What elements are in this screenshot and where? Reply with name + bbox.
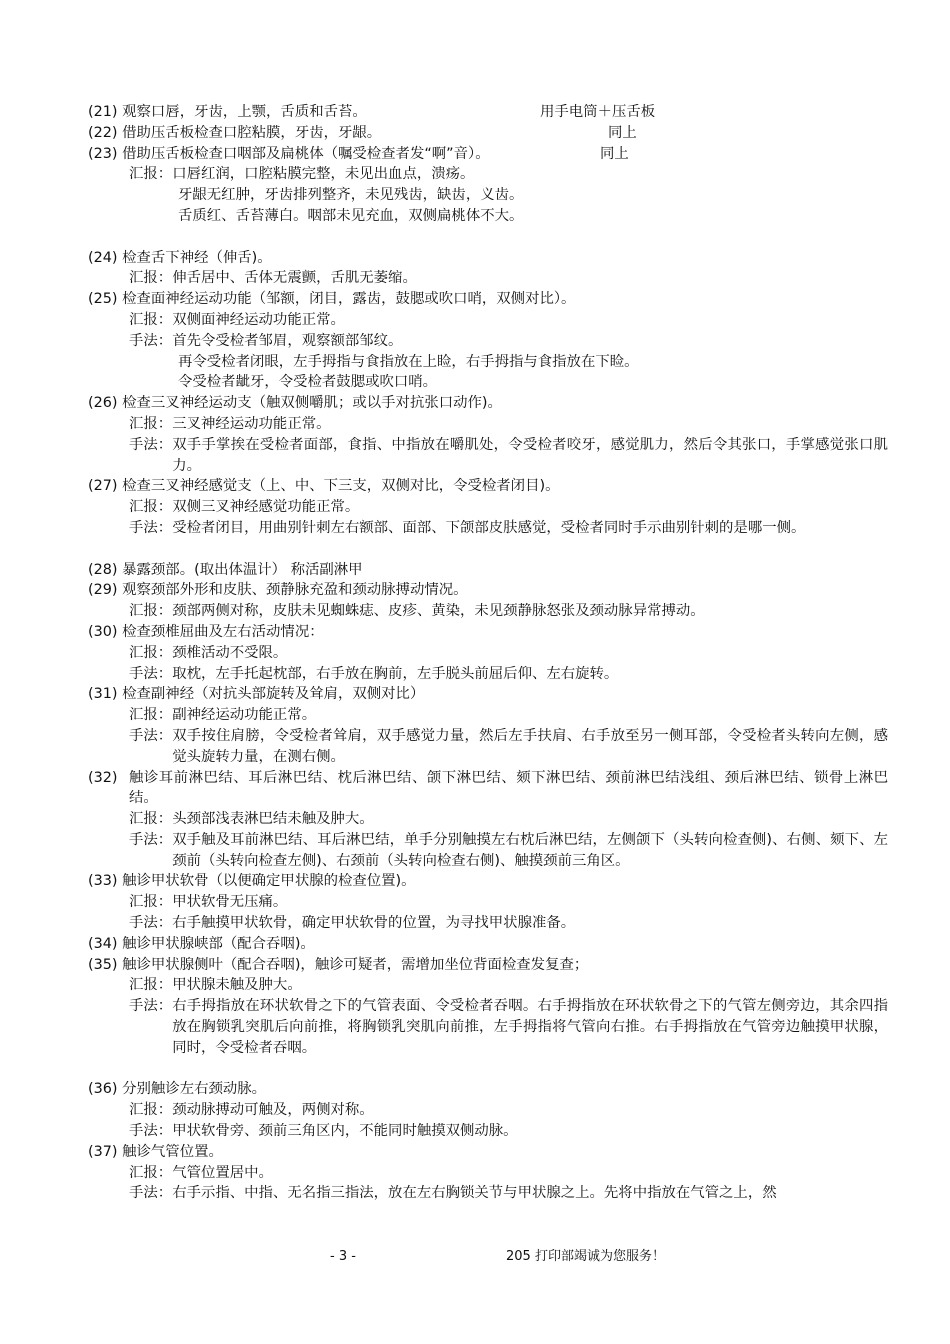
method-text: 首先令受检者邹眉，观察额部邹纹。	[172, 332, 403, 349]
report-32	[88, 809, 888, 830]
item-number: (29)	[88, 582, 118, 599]
method-32	[88, 830, 888, 872]
item-number: (23)	[88, 145, 118, 162]
item-35	[88, 955, 888, 976]
footer-slogan: 205 打印部竭诚为您服务！	[506, 1249, 665, 1264]
report-26	[88, 414, 888, 435]
item-number: (26)	[88, 395, 118, 412]
item-text: 触诊气管位置。	[122, 1143, 223, 1160]
report-label: 汇报：	[129, 644, 173, 661]
item-number: (36)	[88, 1081, 118, 1098]
report-text: 甲状软骨无压痛。	[172, 894, 288, 911]
item-28	[88, 560, 888, 581]
method-25	[88, 331, 888, 352]
item-23	[88, 144, 888, 165]
item-24	[88, 248, 888, 269]
method-37	[88, 1183, 888, 1204]
report-23-line2: 牙龈无红肿，牙齿排列整齐，未见残齿，缺齿，义齿。	[178, 187, 524, 204]
report-text: 双侧三叉神经感觉功能正常。	[172, 499, 360, 516]
spacer	[88, 539, 888, 560]
report-30	[88, 643, 888, 664]
report-text: 颈动脉搏动可触及，两侧对称。	[172, 1102, 374, 1119]
report-23	[88, 164, 888, 185]
item-37	[88, 1142, 888, 1163]
report-37	[88, 1163, 888, 1184]
report-label: 汇报：	[129, 415, 173, 432]
item-31	[88, 684, 888, 705]
item-number: (27)	[88, 478, 118, 495]
report-text: 副神经运动功能正常。	[172, 707, 317, 724]
item-number: (34)	[88, 935, 118, 952]
page-number: - 3 -	[330, 1249, 356, 1264]
item-number: (28)	[88, 561, 118, 578]
report-text: 三叉神经运动功能正常。	[172, 415, 331, 432]
method-text: 右手拇指放在环状软骨之下的气管表面、令受检者吞咽。右手拇指放在环状软骨之下的气管左侧旁边，其余四指放在胸锁乳突肌后向前推，将胸锁乳突肌向前推，左手拇指将气管向右推。右手拇指放在气管旁边触摸甲状腺，同时，令受检者吞咽。	[172, 998, 888, 1056]
method-text: 双手按住肩膀，令受检者耸肩，双手感觉力量，然后左手扶肩、右手放至另一侧耳部，令受检者头转向左侧，感觉头旋转力量，在测右侧。	[172, 727, 888, 765]
report-label: 汇报：	[129, 166, 173, 183]
item-text: 检查面神经运动功能（邹额，闭目，露齿，鼓腮或吹口哨，双侧对比）。	[122, 291, 576, 308]
item-text: 触诊甲状腺峡部（配合吞咽)。	[122, 935, 315, 952]
item-number: (21)	[88, 104, 118, 120]
item-number: (30)	[88, 623, 118, 640]
method-text: 右手触摸甲状软骨，确定甲状软骨的位置，为寻找甲状腺准备。	[172, 915, 576, 932]
report-27	[88, 497, 888, 518]
method-label: 手法：	[129, 1123, 173, 1140]
report-label: 汇报：	[129, 1164, 173, 1181]
item-29	[88, 580, 888, 601]
item-text: 检查副神经（对抗头部旋转及耸肩，双侧对比）	[122, 686, 425, 703]
item-32	[88, 768, 888, 810]
item-number: (24)	[88, 249, 118, 266]
item-number: (31)	[88, 686, 118, 703]
method-label: 手法：	[129, 1185, 173, 1202]
item-text: 观察颈部外形和皮肤、颈静脉充盈和颈动脉搏动情况。	[122, 582, 468, 599]
item-text: 借助压舌板检查口咽部及扁桃体（嘱受检查者发“啊”音）。	[122, 145, 490, 162]
item-text: 分别触诊左右颈动脉。	[122, 1081, 267, 1098]
report-35	[88, 975, 888, 996]
item-number: (37)	[88, 1143, 118, 1160]
method-label: 手法：	[129, 915, 173, 932]
report-label: 汇报：	[129, 811, 173, 828]
item-text: 检查三叉神经运动支（触双侧嚼肌；或以手对抗张口动作)。	[122, 395, 502, 412]
method-label: 手法：	[129, 831, 173, 848]
item-text: 检查颈椎屈曲及左右活动情况：	[122, 623, 324, 640]
item-25	[88, 289, 888, 310]
report-36	[88, 1100, 888, 1121]
report-33	[88, 892, 888, 913]
method-text: 双手手掌挨在受检者面部，食指、中指放在嚼肌处，令受检者咬牙，感觉肌力，然后令其张口，手掌感觉张口肌力。	[172, 436, 888, 474]
item-30	[88, 622, 888, 643]
method-31	[88, 726, 888, 768]
method-label: 手法：	[129, 998, 173, 1015]
report-text: 伸舌居中、舌体无震颤，舌肌无萎缩。	[172, 270, 417, 287]
method-30	[88, 664, 888, 685]
method-25-line3: 令受检者龇牙，令受检者鼓腮或吹口哨。	[178, 374, 438, 391]
report-label: 汇报：	[129, 603, 173, 620]
report-23-line3: 舌质红、舌苔薄白。咽部未见充血，双侧扁桃体不大。	[178, 207, 524, 224]
item-34	[88, 934, 888, 955]
item-33	[88, 871, 888, 892]
item-number: (22)	[88, 124, 118, 141]
item-22	[88, 123, 888, 144]
report-text: 双侧面神经运动功能正常。	[172, 311, 345, 328]
method-text: 受检者闭目，用曲别针刺左右额部、面部、下颌部皮肤感觉，受检者同时手示曲别针刺的是哪一侧。	[172, 519, 806, 536]
method-25-line2: 再令受检者闭眼，左手拇指与食指放在上睑，右手拇指与食指放在下睑。	[178, 353, 639, 370]
item-text: 触诊耳前淋巴结、耳后淋巴结、枕后淋巴结、颌下淋巴结、颏下淋巴结、颈前淋巴结浅组、颈后淋巴结、锁骨上淋巴结。	[129, 769, 888, 807]
method-label: 手法：	[129, 436, 173, 453]
method-label: 手法：	[129, 332, 173, 349]
method-27	[88, 518, 888, 539]
method-36	[88, 1121, 888, 1142]
report-label: 汇报：	[129, 499, 173, 516]
method-label: 手法：	[129, 665, 173, 682]
report-label: 汇报：	[129, 894, 173, 911]
item-27	[88, 476, 888, 497]
method-label: 手法：	[129, 727, 173, 744]
item-text: 触诊甲状软骨（以便确定甲状腺的检查位置)。	[122, 873, 416, 890]
report-text: 颈椎活动不受限。	[172, 644, 288, 661]
item-number: (33)	[88, 873, 118, 890]
report-label: 汇报：	[129, 1102, 173, 1119]
method-text: 右手示指、中指、无名指三指法，放在左右胸锁关节与甲状腺之上。先将中指放在气管之上，然	[172, 1185, 777, 1202]
method-35	[88, 996, 888, 1058]
report-label: 汇报：	[129, 707, 173, 724]
method-text: 双手触及耳前淋巴结、耳后淋巴结，单手分别触摸左右枕后淋巴结，左侧颌下（头转向检查侧)、右侧、颏下、左颈前（头转向检查左侧)、右颈前（头转向检查右侧)、触摸颈前三角区。	[172, 831, 888, 869]
method-33	[88, 913, 888, 934]
method-label: 手法：	[129, 519, 173, 536]
report-25	[88, 310, 888, 331]
item-note: 用手电筒＋压舌板	[540, 104, 656, 120]
report-text: 颈部两侧对称，皮肤未见蜘蛛痣、皮疹、黄染，未见颈静脉怒张及颈动脉异常搏动。	[172, 603, 705, 620]
report-label: 汇报：	[129, 977, 173, 994]
item-note: 同上	[600, 145, 629, 162]
item-number: (35)	[88, 956, 118, 973]
spacer	[88, 1059, 888, 1080]
method-text: 取枕，左手托起枕部，右手放在胸前，左手脱头前屈后仰、左右旋转。	[172, 665, 619, 682]
report-24	[88, 268, 888, 289]
report-label: 汇报：	[129, 270, 173, 287]
item-26	[88, 393, 888, 414]
item-text: 检查舌下神经（伸舌)。	[122, 249, 272, 266]
method-26	[88, 435, 888, 477]
report-label: 汇报：	[129, 311, 173, 328]
item-21	[88, 102, 888, 123]
report-text: 口唇红润，口腔粘膜完整，未见出血点，溃疡。	[172, 166, 475, 183]
item-text: 借助压舌板检查口腔粘膜，牙齿，牙龈。	[122, 124, 382, 141]
item-text: 暴露颈部。(取出体温计） 称活副淋甲	[122, 561, 363, 578]
report-text: 甲状腺未触及肿大。	[172, 977, 302, 994]
item-number: (32)	[88, 769, 118, 786]
item-text: 检查三叉神经感觉支（上、中、下三支，双侧对比，令受检者闭目)。	[122, 478, 560, 495]
report-text: 头颈部浅表淋巴结未触及肿大。	[172, 811, 374, 828]
item-note: 同上	[608, 124, 637, 141]
item-text: 观察口唇，牙齿，上颚，舌质和舌苔。	[122, 104, 367, 120]
item-36	[88, 1079, 888, 1100]
item-number: (25)	[88, 291, 118, 308]
report-29	[88, 601, 888, 622]
report-31	[88, 705, 888, 726]
item-text: 触诊甲状腺侧叶（配合吞咽)，触诊可疑者，需增加坐位背面检查发复查；	[122, 956, 589, 973]
spacer	[88, 227, 888, 248]
method-text: 甲状软骨旁、颈前三角区内，不能同时触摸双侧动脉。	[172, 1123, 518, 1140]
page-content	[88, 102, 888, 1204]
report-text: 气管位置居中。	[172, 1164, 273, 1181]
